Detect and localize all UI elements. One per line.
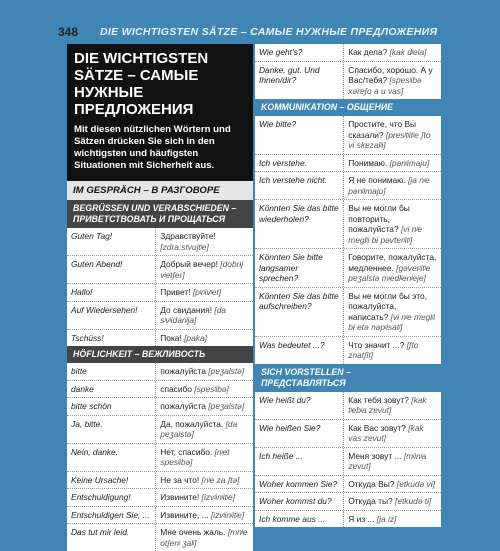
russian-text: Откуда ты?: [348, 496, 393, 506]
german-phrase: Nein, danke.: [67, 444, 156, 471]
russian-text: Как дела?: [348, 47, 388, 57]
german-phrase: Was bedeutet ...?: [255, 337, 344, 364]
phrase-row: [255, 44, 441, 62]
transcription: [mnʲe otʃenʲ ʒalʲ]: [160, 527, 248, 548]
russian-text: Понимаю.: [348, 157, 388, 168]
russian-text: Вы не могли бы это, пожалуйста, написать?: [348, 290, 427, 322]
transcription: [kak tʲebʲa zɐvut]: [348, 394, 427, 415]
phrase-row: [67, 363, 253, 381]
transcription: [ʃto znatʃit]: [348, 339, 419, 360]
russian-phrase: [344, 172, 441, 199]
german-phrase: bitte: [67, 363, 156, 380]
transcription: [ɐtkudə tɨ]: [395, 496, 432, 506]
phrase-row: [255, 155, 441, 173]
phrase-row: [255, 62, 441, 100]
russian-text: Что значит ...?: [348, 339, 405, 350]
transcription: [izvʲinʲitʲe]: [201, 492, 235, 502]
russian-text: Привет!: [160, 287, 191, 297]
russian-text: Спасибо, хорошо. А у Вас/тебя?: [348, 64, 433, 85]
transcription: [mʲinʲa zɐvut]: [348, 450, 427, 471]
phrase-row: [255, 420, 441, 448]
russian-phrase: [156, 363, 253, 380]
russian-phrase: [344, 44, 441, 61]
phrase-row: [255, 511, 441, 528]
russian-phrase: [156, 284, 253, 301]
german-phrase: Entschuldigung!: [67, 489, 156, 506]
phrase-row: [67, 284, 253, 302]
german-phrase: Woher kommen Sie?: [255, 476, 344, 493]
german-phrase: Das tut mir leid.: [67, 524, 156, 551]
german-phrase: Keine Ursache!: [67, 472, 156, 489]
transcription: [pɐʒalstə]: [208, 366, 245, 376]
russian-text: Извините!: [160, 492, 200, 502]
russian-text: спасибо: [160, 383, 192, 394]
transcription: [paka]: [184, 332, 207, 343]
transcription: [da sʲvʲidanʲja]: [160, 304, 227, 325]
transcription: [da pɐʒalstə]: [160, 418, 238, 439]
german-phrase: Woher kommst du?: [255, 493, 344, 510]
phrase-row: [255, 476, 441, 494]
russian-phrase: [344, 200, 441, 248]
german-phrase: Wie bitte?: [255, 116, 344, 154]
transcription: [ɐtkudə vɨ]: [396, 478, 435, 489]
phrase-row: [67, 416, 253, 444]
russian-text: Как Вас зовут?: [348, 422, 406, 433]
intro-box: [67, 44, 253, 179]
subsection-heading: KOMMUNIKATION – ОБЩЕНИЕ: [255, 99, 441, 116]
russian-text: пожалуйста: [160, 366, 206, 376]
transcription: [pʲrʲivʲet]: [192, 287, 222, 297]
phrase-row: [67, 489, 253, 507]
german-phrase: Ich heiße ...: [255, 448, 344, 475]
subsection-heading: SICH VORSTELLEN – ПРЕДСТАВЛЯТЬСЯ: [255, 364, 441, 392]
russian-text: Говорите, пожалуйста, медленнее.: [348, 252, 437, 273]
phrase-table: [67, 363, 253, 551]
russian-phrase: [156, 398, 253, 415]
phrase-row: [67, 256, 253, 284]
russian-text: пожалуйста: [160, 401, 206, 411]
german-phrase: danke: [67, 381, 156, 398]
russian-phrase: [344, 62, 441, 100]
german-phrase: Ja, bitte.: [67, 416, 156, 443]
transcription: [izvʲinʲitʲe]: [210, 509, 245, 520]
russian-text: Не за что!: [160, 474, 200, 485]
russian-phrase: [344, 288, 441, 336]
russian-text: До свидания!: [160, 304, 213, 315]
russian-text: Добрый вечер!: [160, 259, 218, 269]
transcription: [nʲet spɐsʲibə]: [160, 446, 230, 467]
german-phrase: Wie geht's?: [255, 44, 344, 61]
german-phrase: Könnten Sie das bitte aufschreiben?: [255, 288, 344, 336]
left-column: [67, 44, 253, 551]
phrase-table: [255, 116, 441, 364]
phrase-row: [255, 116, 441, 155]
russian-text: Нет, спасибо.: [160, 446, 213, 457]
russian-phrase: [156, 444, 253, 471]
phrase-row: [255, 172, 441, 200]
phrase-row: [255, 200, 441, 249]
phrase-row: [67, 381, 253, 399]
german-phrase: Guten Tag!: [67, 228, 156, 255]
transcription: [gəvɐrʲitʲe pɐʒalstə mʲedlʲenʲeje]: [348, 262, 431, 283]
phrase-row: [67, 228, 253, 256]
russian-phrase: [156, 256, 253, 283]
russian-phrase: [344, 116, 441, 154]
russian-text: Меня зовут ...: [348, 450, 402, 461]
german-phrase: Ich verstehe.: [255, 155, 344, 172]
russian-text: Я не понимаю.: [348, 175, 406, 185]
phrase-row: [255, 337, 441, 364]
transcription: [ja iz]: [376, 513, 397, 524]
russian-phrase: [344, 337, 441, 364]
phrase-row: [67, 524, 253, 551]
phrase-row: [67, 302, 253, 330]
russian-phrase: [156, 507, 253, 524]
russian-text: Пока!: [160, 332, 182, 343]
russian-phrase: [344, 392, 441, 419]
russian-text: Да, пожалуйста.: [160, 418, 224, 429]
transcription: [kak dʲela]: [389, 47, 427, 57]
russian-phrase: [156, 524, 253, 551]
phrase-row: [67, 472, 253, 490]
subsection-heading: HÖFLICHKEIT – ВЕЖЛИВОСТЬ: [67, 346, 253, 363]
russian-text: Простите, что Вы сказали?: [348, 119, 417, 140]
russian-text: Здравствуйте!: [160, 231, 216, 241]
transcription: [vɨ nʲe mɐglʲi bɨ etə nəpʲisatʲ]: [348, 311, 436, 332]
russian-phrase: [344, 476, 441, 493]
transcription: [spɐsʲibə]: [194, 383, 229, 394]
transcription: [prɐsʲtʲitʲe ʃto vɨ skɐzalʲi]: [348, 129, 431, 150]
transcription: [zdraːstvujtʲe]: [160, 241, 209, 252]
russian-phrase: [156, 330, 253, 347]
transcription: [dobrɨj vʲetʃer]: [160, 259, 244, 280]
section-title: IM GESPRÄCH – В РАЗГОВОРЕ: [67, 179, 253, 200]
running-head: DIE WICHTIGSTEN SÄTZE – САМЫЕ НУЖНЫЕ ПРЕДЛОЖЕНИЯ: [100, 26, 438, 38]
german-phrase: Ich komme aus ...: [255, 511, 344, 528]
transcription: [vɨ nʲe mɐglʲi bɨ pəvtɐrʲitʲ]: [348, 224, 422, 245]
phrase-row: [255, 493, 441, 511]
russian-text: Мне очень жаль.: [160, 527, 226, 537]
german-phrase: Könnten Sie das bitte wiederholen?: [255, 200, 344, 248]
german-phrase: Wie heißen Sie?: [255, 420, 344, 447]
right-column: [255, 44, 441, 527]
russian-text: Как тебя зовут?: [348, 394, 409, 405]
russian-phrase: [156, 489, 253, 506]
german-phrase: Auf Wiedersehen!: [67, 302, 156, 329]
german-phrase: Entschuldigen Sie, ...: [67, 507, 156, 524]
russian-phrase: [344, 493, 441, 510]
russian-phrase: [156, 472, 253, 489]
phrase-table: [67, 228, 253, 346]
russian-phrase: [156, 381, 253, 398]
transcription: [pənʲimaju]: [389, 157, 430, 168]
russian-phrase: [156, 416, 253, 443]
transcription: [pɐʒalstə]: [208, 401, 245, 411]
page-number: 348: [58, 25, 79, 39]
phrase-row: [255, 288, 441, 337]
intro-title: DIE WICHTIGSTEN SÄTZE – САМЫЕ НУЖНЫЕ ПРЕДЛОЖЕНИЯ: [74, 50, 209, 118]
german-phrase: Hallo!: [67, 284, 156, 301]
page-header: [54, 22, 500, 42]
russian-text: Извините, ...: [160, 509, 209, 520]
german-phrase: Wie heißt du?: [255, 392, 344, 419]
russian-phrase: [344, 511, 441, 528]
russian-phrase: [156, 228, 253, 255]
phrase-row: [255, 448, 441, 476]
russian-text: Я из ...: [348, 513, 375, 524]
german-phrase: Tschüss!: [67, 330, 156, 347]
phrase-row: [255, 249, 441, 288]
transcription: [nʲe za ʃtə]: [201, 474, 240, 485]
german-phrase: Danke, gut. Und Ihnen/dir?: [255, 62, 344, 100]
german-phrase: Ich verstehe nicht.: [255, 172, 344, 199]
phrase-row: [255, 392, 441, 420]
phrase-table: [255, 392, 441, 528]
subsection-heading: BEGRÜSSEN UND VERABSCHIEDEN – ПРИВЕТСТВОВАТЬ И ПРОЩАТЬСЯ: [67, 200, 253, 228]
russian-phrase: [344, 249, 441, 287]
russian-phrase: [344, 155, 441, 172]
phrase-row: [67, 444, 253, 472]
german-phrase: Guten Abend!: [67, 256, 156, 283]
phrase-table: [255, 44, 441, 99]
phrase-row: [67, 507, 253, 525]
german-phrase: bitte schön: [67, 398, 156, 415]
russian-phrase: [344, 448, 441, 475]
russian-text: Вы не могли бы повторить, пожалуйста?: [348, 203, 410, 234]
intro-text: Mit diesen nützlichen Wörtern und Sätzen drücken Sie sich in den wichtigsten und häufigsten Situationen mit Sicherheit aus.: [74, 124, 231, 171]
german-phrase: Könnten Sie bitte langsamer sprechen?: [255, 249, 344, 287]
transcription: [spɐsʲibə xərɐʃo a u vas]: [348, 75, 422, 96]
phrase-row: [67, 330, 253, 347]
russian-phrase: [156, 302, 253, 329]
transcription: [kak vas zɐvut]: [348, 422, 424, 443]
phrase-row: [67, 398, 253, 416]
russian-phrase: [344, 420, 441, 447]
transcription: [ja nʲe pənʲimaju]: [348, 175, 430, 196]
russian-text: Откуда Вы?: [348, 478, 395, 489]
